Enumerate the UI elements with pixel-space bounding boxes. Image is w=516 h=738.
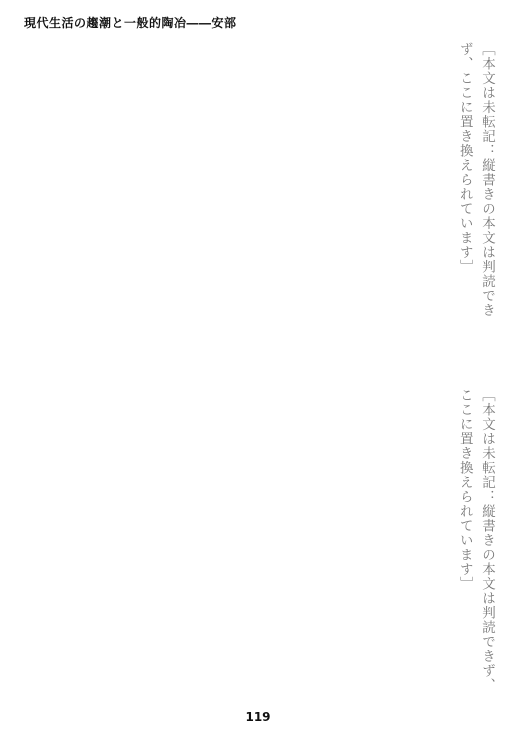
lower-text-block — [24, 388, 498, 693]
running-header: 現代生活の趨潮と一般的陶冶――安部 — [24, 16, 237, 30]
upper-text-block — [24, 42, 498, 342]
upper-text-placeholder: ［本文は未転記：縦書きの本文は判読できず、ここに置き換えられています］ — [456, 42, 495, 318]
lower-text-placeholder: ［本文は未転記：縦書きの本文は判読できず、ここに置き換えられています］ — [456, 388, 495, 693]
page-number: 119 — [245, 710, 271, 724]
